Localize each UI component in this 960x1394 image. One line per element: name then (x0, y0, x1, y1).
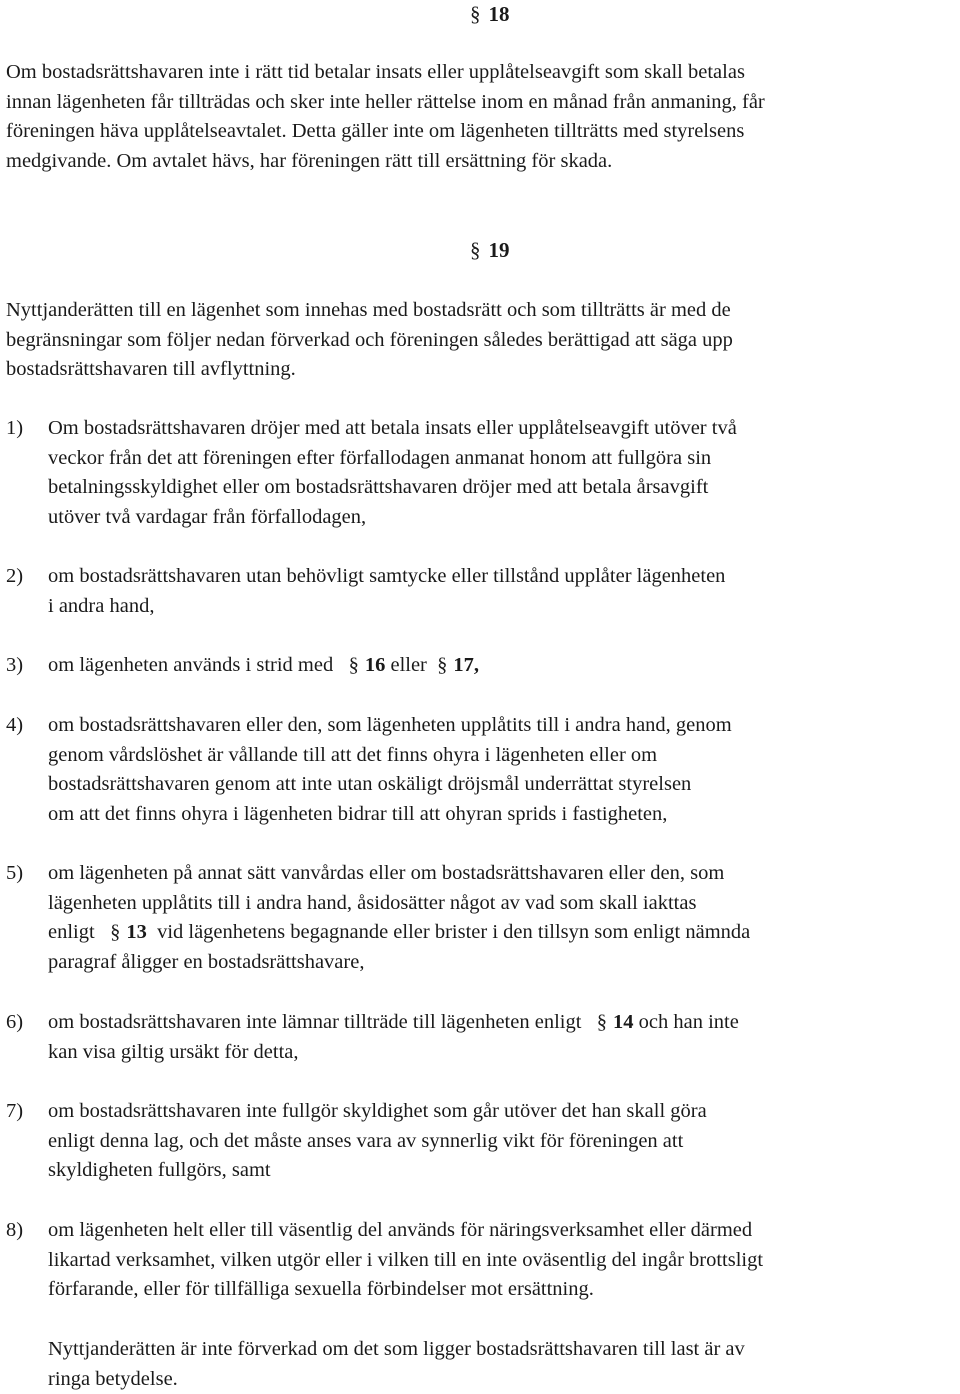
item-line: bostadsrättshavaren genom att inte utan oskäligt dröjsmål underrättat styrelsen (48, 773, 692, 796)
item-line: utöver två vardagar från förfallodagen, (48, 505, 367, 528)
paragraph-line: föreningen häva upplåtelseavtalet. Detta gäller inte om lägenheten tillträtts med styrelsens (6, 120, 745, 143)
item-line: i andra hand, (48, 594, 155, 617)
item-text: vid lägenhetens begagnande eller brister i den tillsyn som enligt nämnda (157, 921, 751, 944)
item-line: veckor från det att föreningen efter förfallodagen anmanat honom att fullgöra sin (48, 446, 712, 469)
section-symbol: § (470, 2, 481, 26)
item-text: och han inte (638, 1011, 739, 1033)
item-line (48, 651, 479, 681)
paragraph-line: innan lägenheten får tillträdas och sker inte heller rättelse inom en månad från anmaning, får (6, 90, 765, 113)
section-reference: 16 (364, 654, 386, 676)
section-symbol: § (348, 654, 359, 676)
section-reference: 13 (126, 921, 147, 944)
section-reference: 14 (613, 1011, 634, 1033)
item-line: om bostadsrättshavaren utan behövligt samtycke eller tillstånd upplåter lägenheten (48, 565, 726, 587)
item-number: 3) (6, 654, 24, 676)
item-text: enligt (48, 921, 95, 944)
item-line: om att det finns ohyra i lägenheten bidrar till att ohyran sprids i fastigheten, (48, 802, 668, 825)
item-line: paragraf åligger en bostadsrättshavare, (48, 950, 365, 973)
item-line: skyldigheten fullgörs, samt (48, 1159, 271, 1182)
paragraph-line: ringa betydelse. (48, 1367, 178, 1390)
item-number: 6) (6, 1011, 24, 1033)
section-symbol: § (110, 921, 121, 944)
paragraph-line: bostadsrättshavaren till avflyttning. (6, 358, 296, 381)
section-number: 18 (488, 2, 510, 26)
item-line: lägenheten upplåtits till i andra hand, åsidosätter något av vad som skall iakttas (48, 891, 697, 914)
item-line: genom vårdslöshet är vållande till att det finns ohyra i lägenheten eller om (48, 743, 658, 766)
item-line (48, 1008, 739, 1038)
section-symbol: § (470, 238, 481, 262)
item-line: om bostadsrättshavaren inte fullgör skyldighet som går utöver det han skall göra (48, 1100, 707, 1122)
item-text: om bostadsrättshavaren inte lämnar tillträde till lägenheten enligt (48, 1011, 582, 1033)
item-number: 2) (6, 565, 24, 587)
item-line: Om bostadsrättshavaren dröjer med att betala insats eller upplåtelseavgift utöver två (48, 417, 737, 439)
paragraph-line: Om bostadsrättshavaren inte i rätt tid betalar insats eller upplåtelseavgift som skall betalas (6, 61, 745, 83)
section-symbol: § (437, 654, 448, 676)
section-heading-19 (470, 238, 510, 262)
item-line: enligt denna lag, och det måste anses vara av synnerlig vikt för föreningen att (48, 1129, 684, 1152)
item-line: betalningsskyldighet eller om bostadsrättshavaren dröjer med att betala årsavgift (48, 476, 709, 499)
item-number: 4) (6, 714, 24, 736)
item-line: om bostadsrättshavaren eller den, som lägenheten upplåtits till i andra hand, genom (48, 714, 732, 736)
item-line: om lägenheten på annat sätt vanvårdas eller om bostadsrättshavaren eller den, som (48, 862, 725, 884)
section-number: 19 (488, 238, 510, 262)
paragraph-line: Nyttjanderätten är inte förverkad om det som ligger bostadsrättshavaren till last är av (48, 1338, 745, 1360)
section-reference: 17, (453, 654, 480, 676)
section-heading-18 (470, 2, 510, 26)
item-line: likartad verksamhet, vilken utgör eller i vilken till en inte oväsentlig del ingår brottsligt (48, 1248, 764, 1271)
paragraph-line: begränsningar som följer nedan förverkad och föreningen således berättigad att säga upp (6, 328, 733, 351)
item-line: om lägenheten helt eller till väsentlig del används för näringsverksamhet eller därmed (48, 1219, 753, 1241)
item-number: 5) (6, 862, 24, 884)
item-text: eller (390, 654, 427, 676)
item-number: 8) (6, 1219, 24, 1241)
section-symbol: § (596, 1011, 608, 1033)
item-line: kan visa giltig ursäkt för detta, (48, 1040, 299, 1063)
paragraph-line: Nyttjanderätten till en lägenhet som innehas med bostadsrätt och som tillträtts är med de (6, 299, 731, 321)
item-number: 1) (6, 417, 24, 439)
item-line (48, 918, 750, 948)
closing-paragraph (48, 1335, 948, 1394)
item-text: om lägenheten används i strid med (48, 654, 334, 676)
paragraph-19 (6, 296, 956, 385)
item-number: 7) (6, 1100, 24, 1122)
item-line: förfarande, eller för tillfälliga sexuella förbindelser mot ersättning. (48, 1278, 594, 1301)
paragraph-line: medgivande. Om avtalet hävs, har föreningen rätt till ersättning för skada. (6, 149, 613, 172)
paragraph-18 (6, 58, 956, 176)
